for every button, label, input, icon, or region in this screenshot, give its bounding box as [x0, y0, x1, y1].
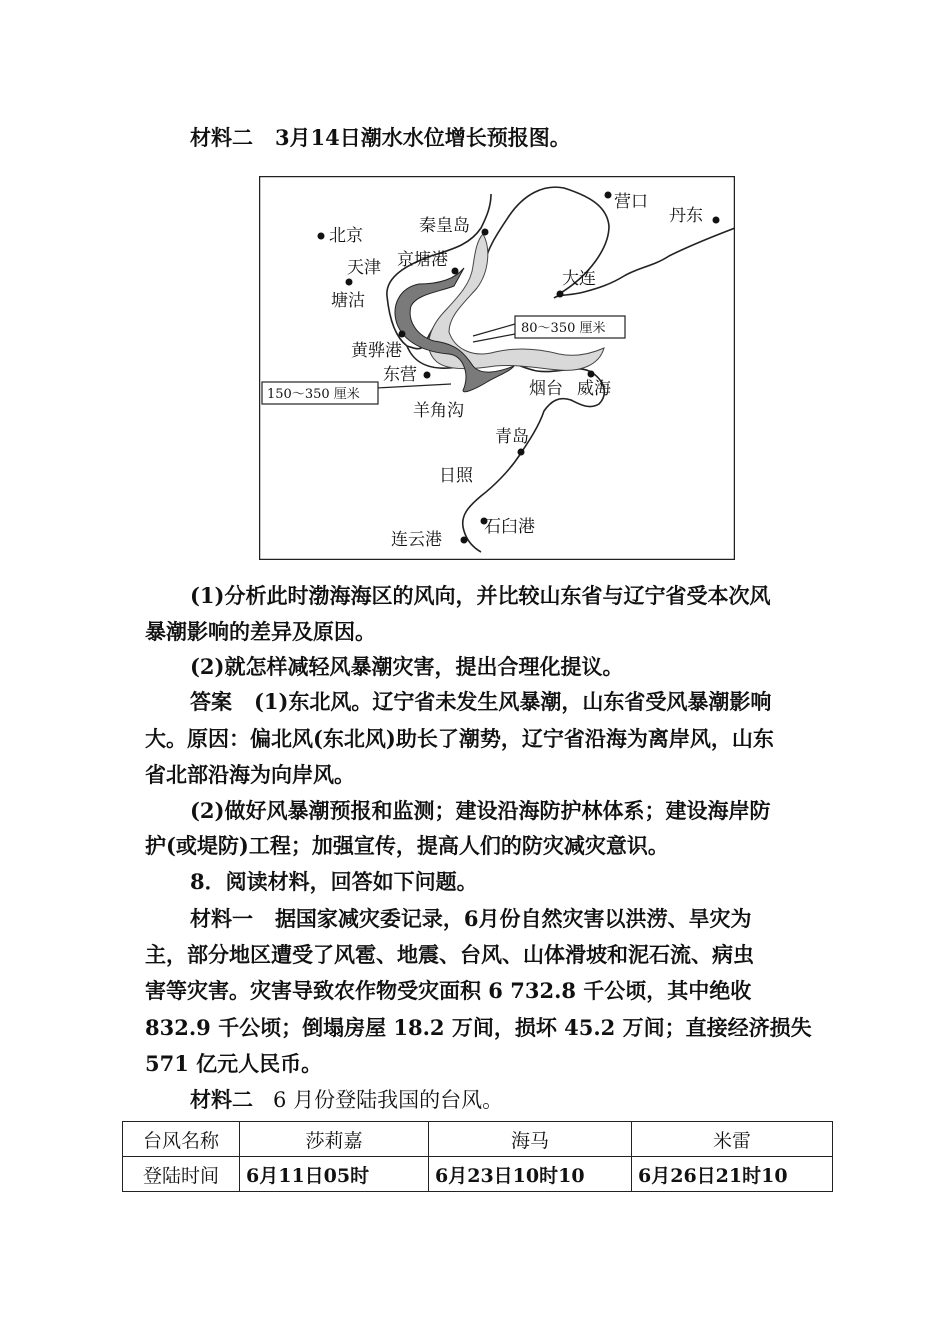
material2-title	[190, 124, 571, 152]
city-rizhao: 日照	[439, 466, 473, 486]
question-2: (2)就怎样减轻风暴潮灾害，提出合理化提议。	[190, 654, 624, 679]
city-tianjin: 天津	[347, 258, 381, 278]
material2-typhoon-title	[190, 1086, 503, 1114]
answer-2-line2: 护(或堤防)工程；加强宣传，提高人们的防灾减灾意识。	[145, 833, 669, 858]
answer-line3: 省北部沿海为向岸风。	[145, 762, 355, 787]
answer-1-text: (1)东北风。辽宁省未发生风暴潮，山东省受风暴潮影响	[253, 689, 772, 714]
city-dandong: 丹东	[669, 206, 703, 226]
callout-lower-label: 150～350 厘米	[267, 387, 360, 402]
answer-label: 答案	[190, 689, 232, 714]
city-huanghuagang: 黄骅港	[351, 341, 402, 361]
city-tanggu: 塘沽	[331, 291, 365, 311]
city-beijing: 北京	[329, 226, 363, 246]
material2-label: 材料二	[190, 125, 253, 150]
city-weihai: 威海	[577, 379, 611, 399]
question-1-line2: 暴潮影响的差异及原因。	[145, 619, 376, 644]
table-header-row	[123, 1122, 833, 1157]
table-cell: 6月11日05时	[240, 1157, 429, 1192]
storm-surge-map	[259, 176, 735, 560]
city-dalian: 大连	[562, 269, 596, 289]
material1-line4: 832.9 千公顷；倒塌房屋 18.2 万间，损坏 45.2 万间；直接经济损失	[145, 1015, 812, 1040]
typhoon-table	[122, 1121, 833, 1192]
callout-upper-label: 80～350 厘米	[521, 321, 606, 336]
city-lianyungang: 连云港	[391, 530, 442, 550]
material2b-text: 6 月份登陆我国的台风。	[273, 1088, 504, 1112]
material2b-label: 材料二	[190, 1087, 253, 1112]
table-cell: 6月23日10时10	[429, 1157, 632, 1192]
material2-text: 3月14日潮水水位增长预报图。	[274, 125, 571, 150]
city-qinhuangdao: 秦皇岛	[419, 216, 470, 236]
question-8-heading: 8．阅读材料，回答如下问题。	[190, 869, 478, 894]
city-qingdao: 青岛	[495, 427, 529, 447]
table-row	[123, 1157, 833, 1192]
city-jingtanggang: 京塘港	[397, 250, 448, 270]
answer-line2: 大。原因：偏北风(东北风)助长了潮势，辽宁省沿海为离岸风，山东	[145, 726, 774, 751]
material1-line1	[190, 905, 752, 933]
material1-line2: 主，部分地区遭受了风雹、地震、台风、山体滑坡和泥石流、病虫	[145, 942, 754, 967]
table-row-label: 登陆时间	[123, 1157, 240, 1192]
city-yingkou: 营口	[614, 192, 648, 212]
answer-line1	[190, 688, 771, 716]
table-cell: 6月26日21时10	[632, 1157, 833, 1192]
question-1-line1: (1)分析此时渤海海区的风向，并比较山东省与辽宁省受本次风	[190, 583, 771, 608]
city-yantai: 烟台	[529, 379, 563, 399]
material1-text1: 据国家减灾委记录，6月份自然灾害以洪涝、旱灾为	[274, 906, 752, 931]
material1-label: 材料一	[190, 906, 253, 931]
city-dongying: 东营	[383, 365, 417, 385]
table-header-cell: 米雷	[632, 1122, 833, 1157]
table-header-cell: 莎莉嘉	[240, 1122, 429, 1157]
material1-line3: 害等灾害。灾害导致农作物受灾面积 6 732.8 千公顷，其中绝收	[145, 978, 752, 1003]
city-shijiugang: 石臼港	[484, 517, 535, 537]
table-header-cell: 台风名称	[123, 1122, 240, 1157]
city-yangjiaogou: 羊角沟	[413, 401, 464, 421]
table-header-cell: 海马	[429, 1122, 632, 1157]
material1-line5: 571 亿元人民币。	[145, 1051, 323, 1076]
answer-2-line1: (2)做好风暴潮预报和监测；建设沿海防护林体系；建设海岸防	[190, 798, 771, 823]
